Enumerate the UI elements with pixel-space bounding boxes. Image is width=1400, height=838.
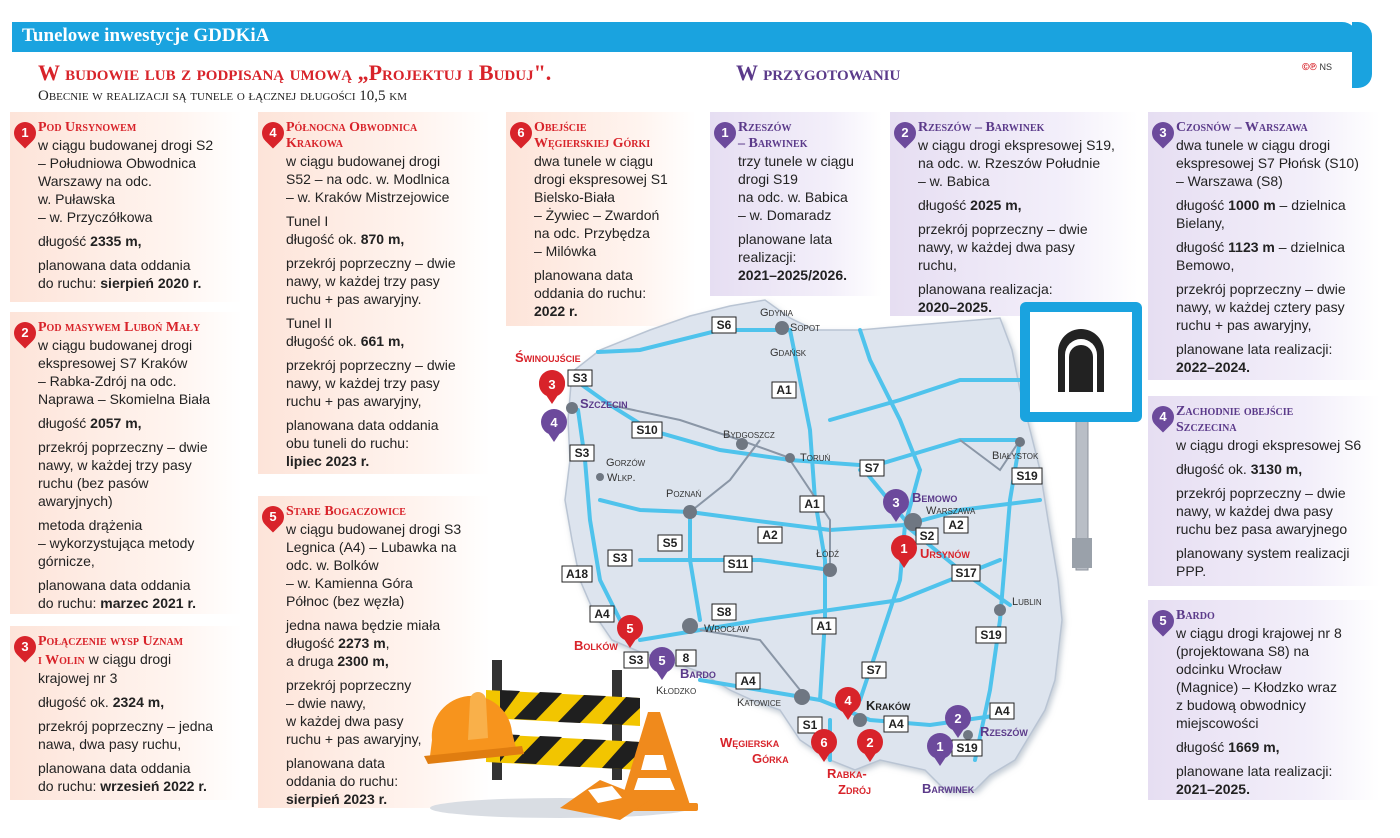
road-label: S3 — [612, 551, 628, 565]
credit-initials: NS — [1319, 62, 1333, 72]
card-line: nawy, w każdej dwa pasy — [918, 239, 1075, 255]
card-open-date: do ruchu: marzec 2021 r. — [38, 595, 197, 611]
card-line: ruchu (bez pasów — [38, 475, 149, 491]
card-line: przekrój poprzeczny — [286, 677, 412, 693]
road-label: S19 — [956, 741, 978, 755]
road-label: S3 — [574, 446, 590, 460]
card-plan-date: 2021–2025/2026. — [738, 267, 847, 283]
road-label: A1 — [804, 497, 820, 511]
card-line: z budową obwodnicy — [1176, 697, 1306, 713]
card-line: i Wolin w ciągu drogi — [38, 651, 172, 668]
card-line: Tunel II — [286, 315, 333, 331]
card-line: przekrój poprzeczny – jedna — [38, 718, 214, 734]
card-title: Północna Obwodnica — [286, 120, 418, 135]
card-open-date: 2022 r. — [534, 303, 578, 319]
road-label: A1 — [776, 383, 792, 397]
card-line: – wykorzystująca metody — [38, 535, 195, 551]
card-length: długość 1000 m – dzielnica — [1176, 197, 1346, 213]
city-label: Szczecin — [580, 396, 628, 411]
city-label: Ursynów — [920, 546, 970, 561]
card-open-date: lipiec 2023 r. — [286, 453, 370, 469]
card-plan-date: 2022–2024. — [1176, 359, 1250, 375]
card-line: w każdej dwa pasy — [286, 713, 404, 729]
city-label: Lublin — [1012, 596, 1042, 608]
card-title: Zachodnie obejście — [1176, 404, 1294, 419]
svg-text:4: 4 — [550, 415, 558, 430]
city-label: Warszawa — [926, 505, 976, 517]
card-line: planowane lata realizacji: — [1176, 341, 1333, 357]
city-label: Katowice — [737, 697, 781, 709]
card-line: ekspresowej S7 Kraków — [38, 355, 188, 371]
pin-icon: 4 — [1147, 401, 1178, 432]
pin-icon: 5 — [1147, 605, 1178, 636]
card-line: Tunel I — [286, 213, 329, 229]
card-line: przekrój poprzeczny – dwie — [286, 255, 456, 271]
card-line: planowane lata — [738, 231, 833, 247]
city-label: Wrocław — [704, 623, 750, 635]
city-label: Sopot — [790, 322, 821, 334]
construction-heading: W budowie lub z podpisaną umową „Projektuj i Buduj". — [38, 60, 552, 85]
city-label: Bolków — [574, 638, 618, 653]
pin-icon: 5 — [257, 501, 288, 532]
card-line: – Żywiec – Zwardoń — [534, 207, 660, 223]
card-line: w ciągu budowanej drogi — [38, 337, 193, 353]
card-line: – Rabka-Zdrój na odc. — [38, 373, 177, 389]
svg-text:3: 3 — [548, 377, 556, 392]
card-length: a druga 2300 m, — [286, 653, 389, 669]
svg-text:1: 1 — [900, 541, 908, 556]
card-line: (Magnice) – Kłodzko wraz — [1176, 679, 1338, 695]
card-line: w ciągu budowanej drogi — [286, 153, 441, 169]
card-line: jedna nawa będzie miała — [286, 617, 441, 633]
card-plan-date: 2020–2025. — [918, 299, 992, 315]
card-line: – w. Kraków Mistrzejowice — [286, 189, 450, 205]
card-line: planowana data — [534, 267, 633, 283]
pin-icon: 6 — [505, 117, 536, 148]
card-line: planowana data oddania — [38, 257, 191, 273]
pin-icon — [649, 647, 675, 680]
card-line: trzy tunele w ciągu — [738, 153, 854, 169]
road-label: 8 — [682, 651, 690, 665]
card-line: nawy, w każdej dwa pasy — [1176, 503, 1333, 519]
card-line: ekspresowej S7 Płońsk (S10) — [1176, 155, 1359, 171]
card-title: Bardo — [1176, 608, 1215, 623]
card-title: Czosnów – Warszawa — [1176, 120, 1308, 135]
city-label: Gorzów — [606, 457, 646, 469]
card-line: – Południowa Obwodnica — [38, 155, 196, 171]
card-line: S52 – na odc. w. Modlnica — [286, 171, 450, 187]
card-title: Krakowa — [286, 136, 344, 151]
svg-text:2: 2 — [954, 711, 962, 726]
card-line: w ciągu budowanej drogi S3 — [286, 521, 462, 537]
road-label: A2 — [948, 518, 964, 532]
road-label: S7 — [864, 461, 880, 475]
card-line: w ciągu drogi ekspresowej S19, — [918, 137, 1115, 153]
road-label: S7 — [866, 663, 882, 677]
card-open-date: do ruchu: sierpień 2020 r. — [38, 275, 202, 291]
pin-icon: 4 — [257, 117, 288, 148]
svg-text:4: 4 — [844, 693, 852, 708]
city-label: Wlkp. — [607, 472, 636, 484]
card-title: Obejście — [534, 120, 587, 135]
card-line: w ciągu drogi ekspresowej S6 — [1176, 437, 1362, 453]
card-line: w ciągu drogi krajowej nr 8 — [1176, 625, 1342, 641]
card-line: przekrój poprzeczny – dwie — [1176, 281, 1346, 297]
city-label: Zdrój — [838, 782, 871, 797]
card-length: długość 2025 m, — [918, 197, 1022, 213]
card-length: długość 2057 m, — [38, 415, 142, 431]
card-length: długość 1669 m, — [1176, 739, 1280, 755]
card-length: długość ok. 2324 m, — [38, 694, 165, 710]
city-label: Bemowo — [912, 490, 958, 505]
card-line: nawy, w każdej trzy pasy — [286, 375, 440, 391]
city-label: Rzeszów — [980, 724, 1028, 739]
card-line: – w. Babica — [918, 173, 990, 189]
card-title: Stare Bogaczowice — [286, 504, 406, 519]
road-label: S10 — [636, 423, 658, 437]
card-title: Połączenie wysp Uznam — [38, 634, 184, 649]
svg-text:2: 2 — [866, 735, 874, 750]
card-line: przekrój poprzeczny – dwie — [918, 221, 1088, 237]
card-line: krajowej nr 3 — [38, 670, 118, 686]
card-title: Szczecina — [1176, 420, 1237, 435]
card-line: przekrój poprzeczny – dwie — [286, 357, 456, 373]
card-line: – w. Kamienna Góra — [286, 575, 413, 591]
card-line: Naprawa – Skomielna Biała — [38, 391, 210, 407]
pin-icon: 1 — [709, 117, 740, 148]
road-label: S5 — [662, 536, 678, 550]
card-line: na odc. w. Rzeszów Południe — [918, 155, 1101, 171]
city-label: Gdańsk — [770, 347, 807, 359]
card-line: Bielany, — [1176, 215, 1225, 231]
road-label: S8 — [716, 605, 732, 619]
svg-text:3: 3 — [892, 495, 900, 510]
card-open-date: sierpień 2023 r. — [286, 791, 388, 807]
card-plan-date: 2021–2025. — [1176, 781, 1250, 797]
road-label: S3 — [572, 371, 588, 385]
card-title: Rzeszów – Barwinek — [918, 120, 1045, 135]
card-line: metoda drążenia — [38, 517, 143, 533]
city-label: Świnoujście — [515, 350, 581, 365]
card-line: dwa tunele w ciągu — [534, 153, 654, 169]
pin-icon: 2 — [9, 317, 40, 348]
card-line: górnicze, — [38, 553, 95, 569]
card-line: drogi ekspresowej S1 — [534, 171, 668, 187]
city-label: Bardo — [680, 666, 716, 681]
card-line: ruchu + pas awaryjny, — [1176, 317, 1312, 333]
card-line: planowana realizacja: — [918, 281, 1053, 297]
card-line: – Milówka — [534, 243, 597, 259]
card-title: Pod masywem Luboń Mały — [38, 320, 201, 335]
road-label: A4 — [888, 717, 904, 731]
card-line: oddania do ruchu: — [534, 285, 647, 301]
svg-text:6: 6 — [820, 735, 828, 750]
road-label: S19 — [1016, 469, 1038, 483]
card-line: ruchu, — [918, 257, 957, 273]
card-line: Warszawy na odc. — [38, 173, 152, 189]
road-label: S1 — [802, 718, 818, 732]
road-label: A1 — [816, 619, 832, 633]
city-label: Węgierska — [720, 735, 780, 750]
card-line: na odc. Przybędza — [534, 225, 650, 241]
card-length: długość ok. 3130 m, — [1176, 461, 1303, 477]
card-line: w ciągu budowanej drogi S2 — [38, 137, 214, 153]
card-line: planowany system realizacji — [1176, 545, 1350, 561]
city-label: Kraków — [866, 698, 911, 713]
pin-icon: 3 — [1147, 117, 1178, 148]
preparation-heading: W przygotowaniu — [736, 60, 901, 85]
card-line: Bielsko-Biała — [534, 189, 615, 205]
card-open-date: do ruchu: wrzesień 2022 r. — [38, 778, 207, 794]
pin-icon — [539, 370, 565, 404]
pin-icon: 2 — [889, 117, 920, 148]
card-line: ruchu + pas awaryjny, — [286, 393, 422, 409]
card-line: przekrój poprzeczny – dwie — [1176, 485, 1346, 501]
road-label: A18 — [565, 567, 589, 581]
card-line: realizacji: — [738, 249, 797, 265]
svg-text:5: 5 — [626, 621, 634, 636]
pin-icon — [541, 409, 567, 442]
card-line: – dwie nawy, — [286, 695, 366, 711]
city-label: Barwinek — [922, 781, 975, 796]
road-label: A4 — [994, 704, 1010, 718]
card-line: – Warszawa (S8) — [1176, 173, 1283, 189]
city-label: Kłodzko — [656, 685, 697, 697]
city-label: Białystok — [992, 450, 1039, 462]
card-line: awaryjnych) — [38, 493, 113, 509]
card-line: (projektowana S8) na — [1176, 643, 1310, 659]
card-line: miejscowości — [1176, 715, 1259, 731]
card-title: Rzeszów — [738, 120, 792, 135]
road-label: A4 — [740, 674, 756, 688]
road-label: S11 — [727, 557, 749, 571]
card-line: planowane lata realizacji: — [1176, 763, 1333, 779]
card-line: planowana data oddania — [38, 577, 191, 593]
city-label: Rabka- — [827, 766, 867, 781]
card-line: planowana data — [286, 755, 385, 771]
card-line: nawa, dwa pasy ruchu, — [38, 736, 182, 752]
card-line: Północ (bez węzła) — [286, 593, 405, 609]
card-line: ruchu bez pasa awaryjnego — [1176, 521, 1348, 537]
card-line: PPP. — [1176, 563, 1207, 579]
card-line: oddania do ruchu: — [286, 773, 399, 789]
card-line: obu tuneli do ruchu: — [286, 435, 409, 451]
road-label: S6 — [716, 318, 732, 332]
card-line: na odc. w. Babica — [738, 189, 848, 205]
card-line: Legnica (A4) – Lubawka na — [286, 539, 457, 555]
card-title: Węgierskiej Górki — [534, 136, 651, 151]
pin-icon: 1 — [9, 117, 40, 148]
city-label: Łódź — [816, 548, 840, 560]
card-length: długość 2273 m, — [286, 635, 390, 651]
banner-title: Tunelowe inwestycje GDDKiA — [22, 25, 270, 46]
city-label: Górka — [752, 751, 789, 766]
card-line: – w. Przyczółkowa — [38, 209, 153, 225]
card-line: nawy, w każdej trzy pasy — [286, 273, 440, 289]
card-line: przekrój poprzeczny – dwie — [38, 439, 208, 455]
svg-text:1: 1 — [936, 739, 944, 754]
pin-icon: 3 — [9, 631, 40, 662]
card-length: długość ok. 661 m, — [286, 333, 405, 349]
card-length: długość 2335 m, — [38, 233, 142, 249]
city-label: Poznań — [666, 488, 702, 500]
card-line: ruchu + pas awaryjny, — [286, 731, 422, 747]
card-line: ruchu + pas awaryjny. — [286, 291, 422, 307]
card-line: dwa tunele w ciągu drogi — [1176, 137, 1331, 153]
city-label: Bydgoszcz — [723, 429, 775, 441]
city-label: Toruń — [800, 452, 831, 464]
construction-subtitle: Obecnie w realizacji są tunele o łącznej długości 10,5 km — [38, 88, 408, 104]
road-label: S2 — [919, 529, 935, 543]
road-label: A4 — [594, 607, 610, 621]
card-length: długość 1123 m – dzielnica — [1176, 239, 1345, 255]
card-line: w. Puławska — [38, 191, 116, 207]
card-line: odc. w. Bolków — [286, 557, 379, 573]
svg-text:5: 5 — [658, 653, 666, 668]
card-line: planowana data oddania — [286, 417, 439, 433]
card-line: odcinku Wrocław — [1176, 661, 1282, 677]
card-length: długość ok. 870 m, — [286, 231, 405, 247]
road-label: A2 — [762, 528, 778, 542]
road-label: S19 — [980, 628, 1002, 642]
card-title: Pod Ursynowem — [38, 120, 137, 135]
card-line: – w. Domaradz — [738, 207, 832, 223]
city-label: Gdynia — [760, 307, 794, 319]
card-line: drogi S19 — [738, 171, 798, 187]
card-line: nawy, w każdej cztery pasy — [1176, 299, 1345, 315]
credit-mark: ©℗ — [1302, 62, 1317, 73]
card-line: Bemowo, — [1176, 257, 1235, 273]
road-label: S17 — [955, 566, 977, 580]
card-line: nawy, w każdej trzy pasy — [38, 457, 192, 473]
road-label: S3 — [628, 653, 644, 667]
card-title: – Barwinek — [738, 136, 808, 151]
card-line: planowana data oddania — [38, 760, 191, 776]
